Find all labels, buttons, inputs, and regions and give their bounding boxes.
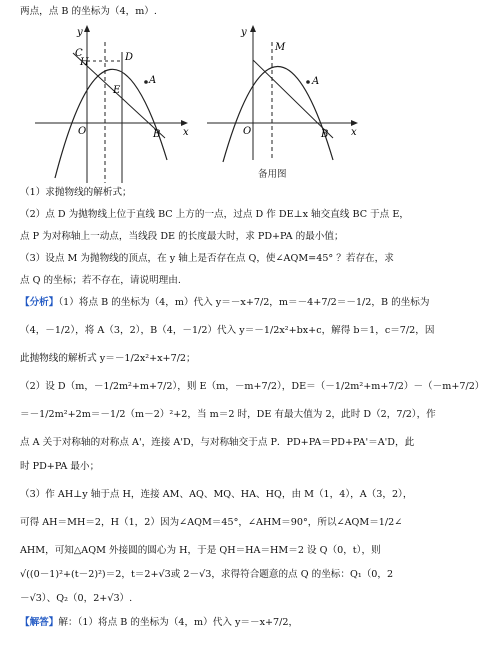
label-c: C [75,48,83,59]
label-b: B [153,129,161,140]
question-3-line-2: 点 Q 的坐标；若不存在，请说明理由. [20,275,181,286]
label-d: D [125,52,134,63]
analysis-line-6: 点 A 关于对称轴的对称点 A'，连接 A'D，与对称轴交于点 P．PD+PA＝PD+PA'＝A'D，此 [20,437,415,448]
y-axis-arrow-icon [84,25,90,32]
analysis-line-1 [20,296,429,310]
label-a: A [312,76,320,87]
analysis-line-11: √((0－1)²+(t－2)²)＝2，t＝2+√3或 2－√3，求得符合题意的点 Q 的坐标：Q₁（0，2 [20,569,394,580]
point-a [306,80,310,84]
question-1: （1）求抛物线的解析式； [20,187,132,198]
analysis-line-2: （4，－1/2），将 A（3，2），B（4，－1/2）代入 y＝－1/2x²+bx+c，解得 b＝1，c＝7/2，因 [20,325,435,336]
analysis-tag: 【分析】 [20,297,59,308]
figure-right [205,20,365,165]
question-2-line-1: （2）点 D 为抛物线上位于直线 BC 上方的一点，过点 D 作 DE⊥x 轴交直线 BC 于点 E， [20,209,409,220]
analysis-line-7: 时 PD+PA 最小； [20,461,100,472]
analysis-line-12: －√3）、Q₂（0，2+√3）. [20,593,133,604]
label-b: B [321,129,329,140]
analysis-line-3: 此抛物线的解析式 y＝－1/2x²+x+7/2； [20,353,196,364]
header-line: 两点，点 B 的坐标为（4，m）. [20,6,157,17]
line-bc [253,60,333,138]
question-3-line-1: （3）设点 M 为抛物线的顶点，在 y 轴上是否存在点 Q，使∠AQM=45° ？若存在，求 [20,253,394,264]
label-y: y [241,27,247,38]
label-x: x [183,127,189,138]
x-axis-arrow-icon [181,120,188,126]
label-m: M [275,42,286,53]
label-y: y [77,27,83,38]
label-e: E [113,85,121,96]
solution-tag: 【解答】 [20,617,59,628]
solution-text: 解：（1）将点 B 的坐标为（4，m）代入 y＝－x+7/2， [58,617,299,628]
analysis-text: （1）将点 B 的坐标为（4，m）代入 y＝－x+7/2，m＝－4+7/2＝－1/2，B 的坐标为 [58,297,430,308]
y-axis-arrow-icon [250,25,256,32]
label-a: A [149,75,157,86]
label-x: x [351,127,357,138]
figure-caption: 备用图 [258,169,287,180]
solution-line [20,616,298,630]
label-o: O [78,126,87,137]
analysis-line-4: （2）设 D（m，－1/2m²+m+7/2），则 E（m，－m+7/2），DE＝（－1/2m²+m+7/2）－（－m+7/2） [20,381,484,392]
analysis-line-5: ＝－1/2m²+2m＝－1/2（m－2）²+2，当 m＝2 时，DE 有最大值为 2，此时 D（2，7/2），作 [20,409,436,420]
figure-left [35,20,195,185]
analysis-line-8: （3）作 AH⊥y 轴于点 H，连接 AM、AQ、MQ、HA、HQ，由 M（1，4），A（3，2）， [20,489,413,500]
label-o: O [243,126,252,137]
analysis-line-9: 可得 AH＝MH＝2，H（1，2）因为∠AQM＝45°，∠AHM＝90°，所以∠AQM＝1/2∠ [20,517,403,528]
label-h: H [80,57,89,68]
analysis-line-10: AHM，可知△AQM 外接圆的圆心为 H，于是 QH＝HA＝HM＝2 设 Q（0，t），则 [20,545,381,556]
question-2-line-2: 点 P 为对称轴上一动点，当线段 DE 的长度最大时，求 PD+PA 的最小值； [20,231,344,242]
x-axis-arrow-icon [351,120,358,126]
point-a [144,80,148,84]
